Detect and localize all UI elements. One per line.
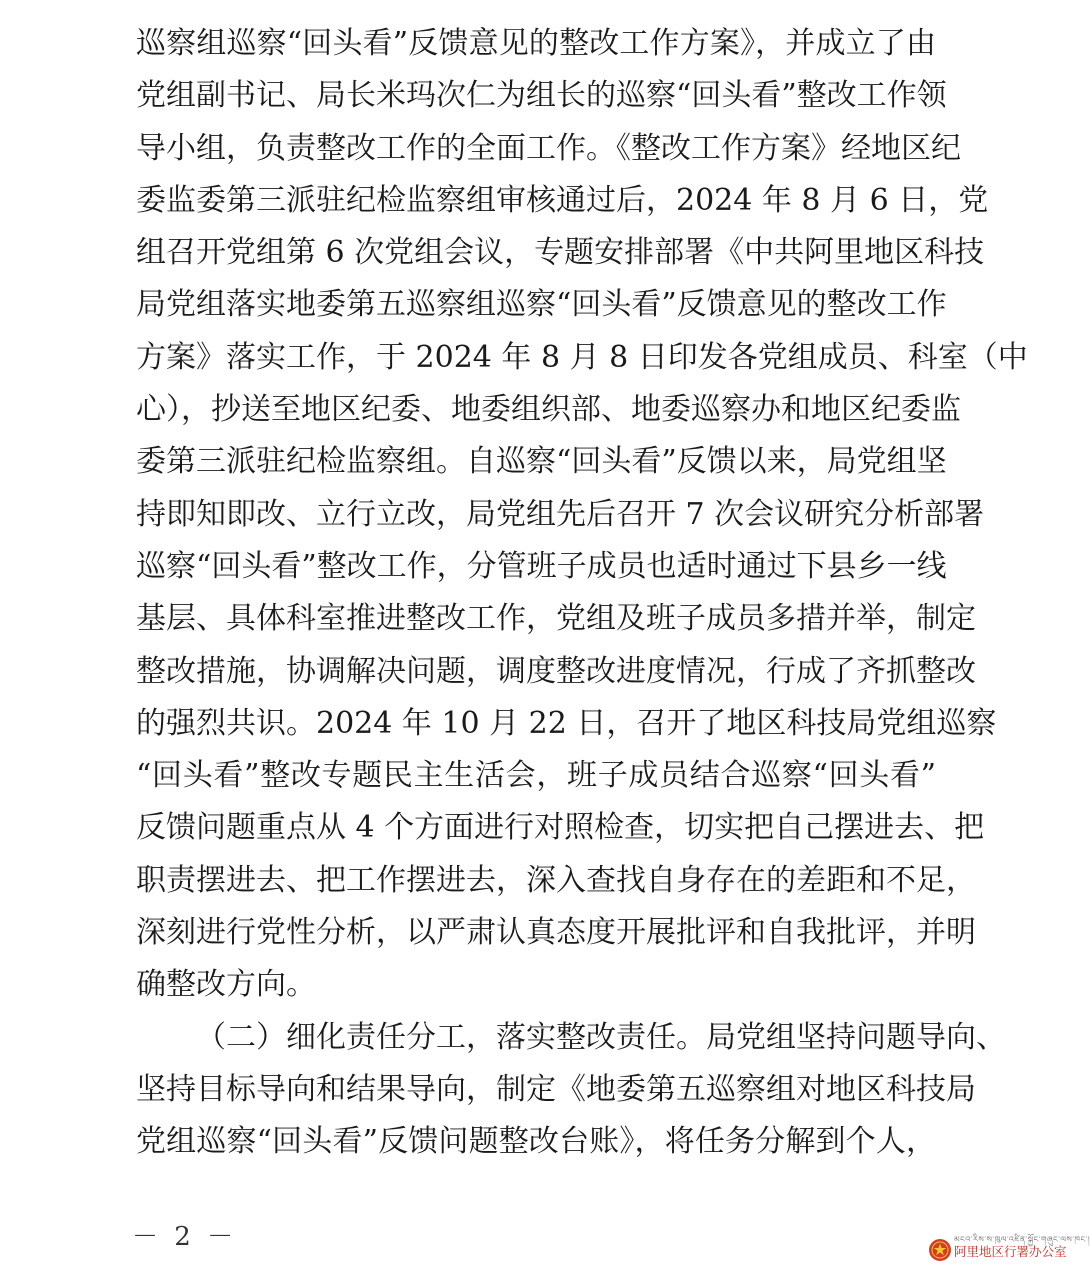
text-line: 的强烈共识。2024 年 10 月 22 日，召开了地区科技局党组巡察 — [136, 705, 997, 741]
text-line: 职责摆进去、把工作摆进去，深入查找自身存在的差距和不足， — [136, 862, 976, 898]
page-number: － 2 － — [132, 1222, 238, 1252]
text-line: 基层、具体科室推进整改工作，党组及班子成员多措并举，制定 — [136, 601, 976, 637]
text-line: 整改措施，协调解决问题，调度整改进度情况，行成了齐抓整改 — [136, 653, 976, 689]
text-line: 党组巡察“回头看”反馈问题整改台账》，将任务分解到个人， — [136, 1124, 936, 1160]
text-line: 委监委第三派驻纪检监察组审核通过后，2024 年 8 月 6 日，党 — [136, 182, 989, 218]
text-line: 党组副书记、局长米玛次仁为组长的巡察“回头看”整改工作领 — [136, 78, 947, 114]
text-line: 委第三派驻纪检监察组。自巡察“回头看”反馈以来，局党组坚 — [136, 444, 947, 480]
text-line: 反馈问题重点从 4 个方面进行对照检查，切实把自己摆进去、把 — [136, 810, 985, 846]
watermark-tibetan-text: མངའ་རིས་ས་ཁུལ་འཛིན་སྐྱོང་གཞུང་ལས་ཁང་། — [954, 1235, 1090, 1244]
text-line: 巡察“回头看”整改工作，分管班子成员也适时通过下县乡一线 — [136, 548, 947, 584]
section-heading-line: （二）细化责任分工，落实整改责任。局党组坚持问题导向、 — [196, 1019, 1006, 1055]
text-line: 导小组，负责整改工作的全面工作。《整改工作方案》经地区纪 — [136, 130, 961, 166]
text-line: 心），抄送至地区纪委、地委组织部、地委巡察办和地区纪委监 — [136, 392, 961, 428]
text-line: 坚持目标导向和结果导向，制定《地委第五巡察组对地区科技局 — [136, 1071, 976, 1107]
text-line: 方案》落实工作，于 2024 年 8 月 8 日印发各党组成员、科室（中 — [136, 339, 1028, 375]
source-watermark — [928, 1235, 1090, 1264]
text-line: 深刻进行党性分析，以严肃认真态度开展批评和自我批评，并明 — [136, 915, 976, 951]
text-line: 组召开党组第 6 次党组会议，专题安排部署《中共阿里地区科技 — [136, 235, 985, 271]
text-line: 持即知即改、立行立改，局党组先后召开 7 次会议研究分析部署 — [136, 496, 985, 532]
document-body — [136, 18, 1028, 1169]
emblem-seal-icon — [928, 1238, 952, 1262]
text-line: 确整改方向。 — [136, 967, 316, 1003]
text-line: 巡察组巡察“回头看”反馈意见的整改工作方案》，并成立了由 — [136, 26, 936, 61]
watermark-label: 阿里地区行署办公室 — [954, 1244, 1067, 1259]
text-line: 局党组落实地委第五巡察组巡察“回头看”反馈意见的整改工作 — [136, 287, 947, 323]
text-line: “回头看”整改专题民主生活会，班子成员结合巡察“回头看” — [136, 758, 936, 794]
